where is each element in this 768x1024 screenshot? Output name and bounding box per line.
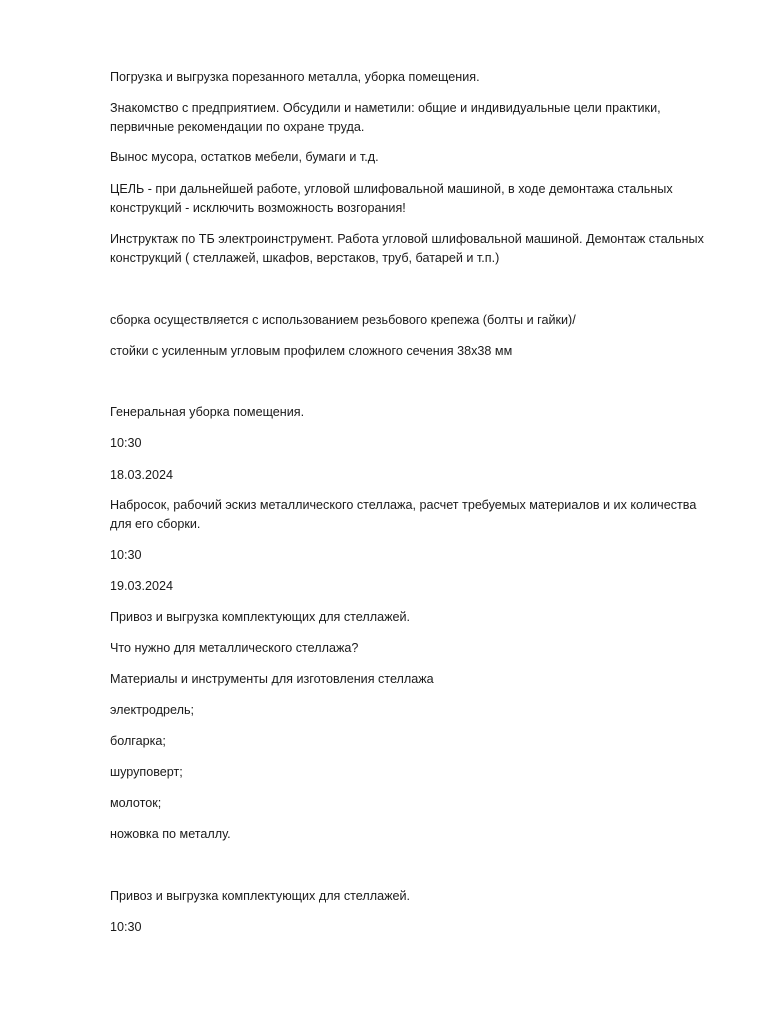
list-item-tool: болгарка; xyxy=(110,734,166,748)
paragraph-rack-sketch: Набросок, рабочий эскиз металлического стеллажа, расчет требуемых материалов и их количества для его сборки. xyxy=(110,498,697,531)
paragraph-components-delivery: Привоз и выгрузка комплектующих для стеллажей. xyxy=(110,610,411,624)
list-item-tool: молоток; xyxy=(110,796,162,810)
paragraph-safety-briefing: Инструктаж по ТБ электроинструмент. Работа угловой шлифовальной машиной. Демонтаж стальных конструкций ( стеллажей, шкафов, верстаков, труб, батарей и т.п.) xyxy=(110,232,704,265)
paragraph-materials-heading: Материалы и инструменты для изготовления стеллажа xyxy=(110,672,434,686)
paragraph-date: 19.03.2024 xyxy=(110,579,174,593)
paragraph-time: 10:30 xyxy=(110,548,142,562)
paragraph-goal: ЦЕЛЬ - при дальнейшей работе, угловой шлифовальной машиной, в ходе демонтажа стальных конструкций - исключить возможность возгорания! xyxy=(110,182,673,215)
paragraph-metal-loading: Погрузка и выгрузка порезанного металла, уборка помещения. xyxy=(110,70,480,84)
paragraph-time: 10:30 xyxy=(110,920,142,934)
paragraph-general-cleaning: Генеральная уборка помещения. xyxy=(110,405,305,419)
list-item-tool: шуруповерт; xyxy=(110,765,183,779)
paragraph-profile-posts: стойки с усиленным угловым профилем сложного сечения 38х38 мм xyxy=(110,344,513,358)
paragraph-date: 18.03.2024 xyxy=(110,468,174,482)
paragraph-trash-removal: Вынос мусора, остатков мебели, бумаги и т.д. xyxy=(110,150,379,164)
paragraph-rack-question: Что нужно для металлического стеллажа? xyxy=(110,641,359,655)
paragraph-company-intro: Знакомство с предприятием. Обсудили и наметили: общие и индивидуальные цели практики, первичные рекомендации по охране труда. xyxy=(110,101,661,134)
paragraph-components-delivery: Привоз и выгрузка комплектующих для стеллажей. xyxy=(110,889,411,903)
paragraph-assembly-fasteners: сборка осуществляется с использованием резьбового крепежа (болты и гайки)/ xyxy=(110,313,576,327)
paragraph-time: 10:30 xyxy=(110,436,142,450)
list-item-tool: электродрель; xyxy=(110,703,194,717)
list-item-tool: ножовка по металлу. xyxy=(110,827,231,841)
